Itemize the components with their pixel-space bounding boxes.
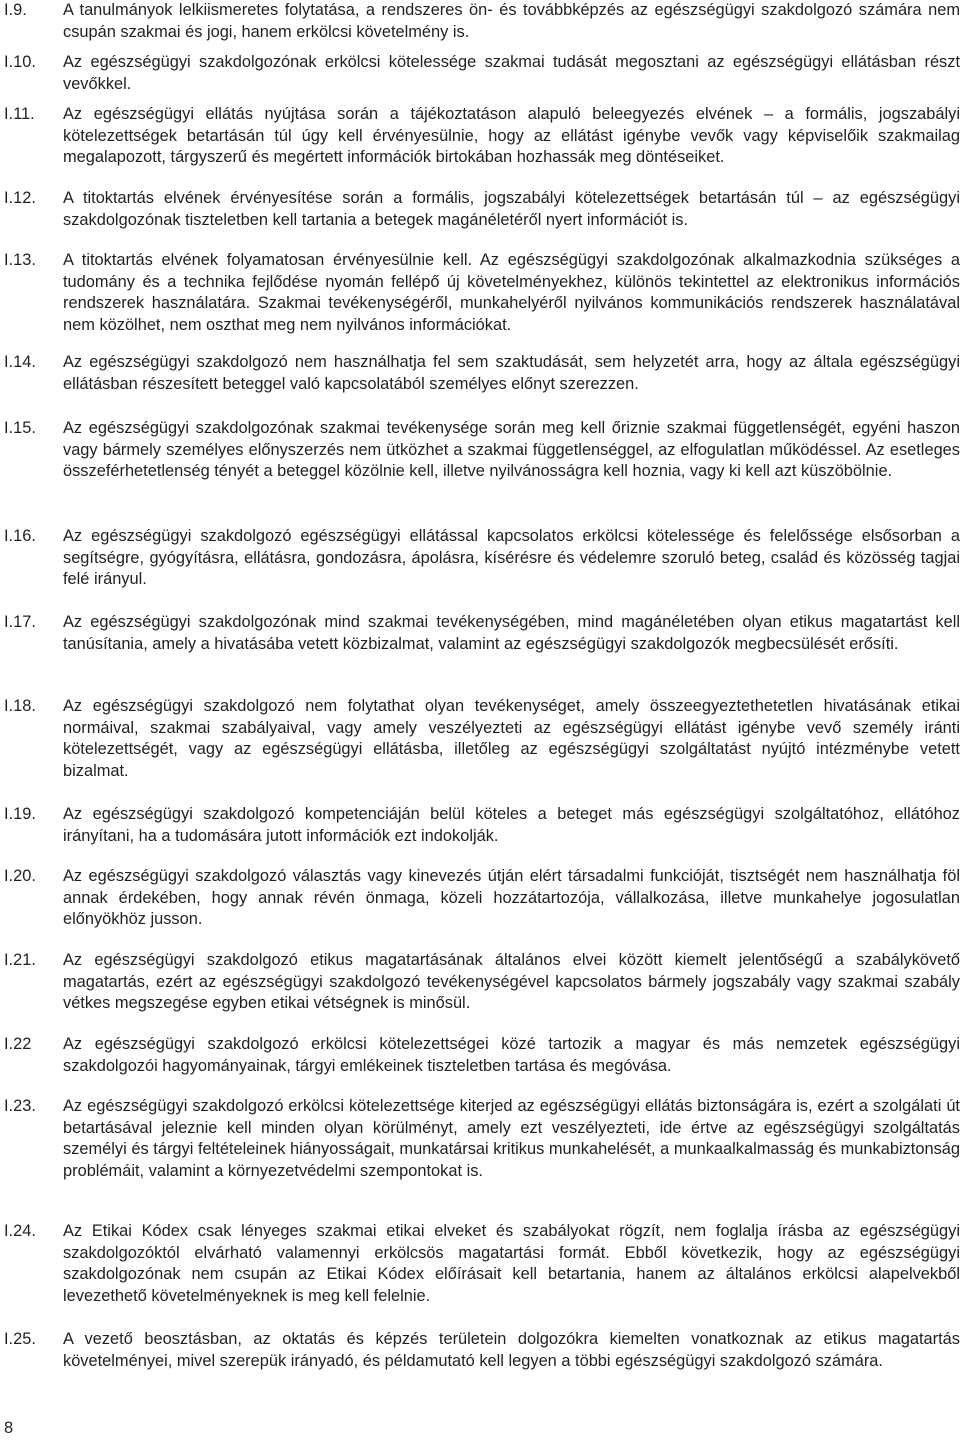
item-text: A vezető beosztásban, az oktatás és képzés területein dolgozókra kiemelten vonatkoznak az etikus magatartás követelményei, mivel szerepük irányadó, és példamutató kell legyen a többi egészségügyi szakdolgozó számára. — [63, 1330, 960, 1370]
list-item — [4, 612, 960, 655]
list-item — [4, 1221, 960, 1307]
item-text: Az Etikai Kódex csak lényeges szakmai etikai elveket és szabályokat rögzít, nem foglalja írásba az egészségügyi szakdolgozóktól elvárható valamennyi erkölcsös magatartási formát. Ebből következik, hogy az egészségügyi szakdolgozónak nem csupán az Etikai Kódex előírásait kell betartania, hanem az általános erkölcsi alapelvekből levezethető követelményeknek is meg kell felelnie. — [63, 1222, 960, 1305]
item-number: I.11. — [4, 105, 35, 123]
item-number: I.23. — [4, 1097, 36, 1115]
list-item — [4, 52, 960, 95]
list-item — [4, 0, 960, 43]
item-text: Az egészségügyi szakdolgozónak szakmai tevékenysége során meg kell őriznie szakmai függetlenségét, egyéni haszon vagy bármely személyes előnyszerzés nem ütközhet a szakmai függetlenséggel, az elfogulatlan működéssel. Az esetleges összeférhetetlenség tényét a beteggel közölnie kell, illetve nyilvánosságra kell hoznia, vagy ki kell azt küszöbölnie. — [63, 419, 960, 481]
item-text: Az egészségügyi szakdolgozó kompetenciáján belül köteles a beteget más egészségügyi szolgáltatóhoz, ellátóhoz irányítani, ha a tudomására jutott információk ezt indokolják. — [63, 805, 960, 845]
list-item — [4, 804, 960, 847]
item-text: Az egészségügyi szakdolgozó nem folytathat olyan tevékenységet, amely összeegyeztethetetlen hivatásának etikai normáival, szakmai szabályaival, vagy amely veszélyezteti az egészségügyi ellátást igénybe vevő személy iránti kötelezettségét, vagy az egészségügyi ellátásba, illetőleg az egészségügyi szolgáltatást nyújtó intézménybe vetett bizalmat. — [63, 697, 960, 780]
list-item — [4, 1329, 960, 1372]
item-number: I.14. — [4, 353, 36, 371]
item-number: I.25. — [4, 1330, 36, 1348]
list-item — [4, 188, 960, 231]
list-item — [4, 104, 960, 169]
item-text: A tanulmányok lelkiismeretes folytatása, a rendszeres ön- és továbbképzés az egészségügyi szakdolgozó számára nem csupán szakmai és jogi, hanem erkölcsi követelmény is. — [63, 1, 960, 41]
item-number: I.12. — [4, 189, 36, 207]
item-number: I.21. — [4, 951, 36, 969]
item-number: I.10. — [4, 53, 36, 71]
item-text: Az egészségügyi szakdolgozónak mind szakmai tevékenységében, mind magánéletében olyan etikus magatartást kell tanúsítania, amely a hivatásába vetett közbizalmat, valamint az egészségügyi szakdolgozók megbecsülését erősíti. — [63, 613, 960, 653]
item-number: I.9. — [4, 1, 27, 19]
item-text: Az egészségügyi szakdolgozónak erkölcsi kötelessége szakmai tudását megosztani az egészségügyi ellátásban részt vevőkkel. — [63, 53, 960, 93]
item-number: I.20. — [4, 867, 36, 885]
item-number: I.17. — [4, 613, 36, 631]
item-text: A titoktartás elvének folyamatosan érvényesülnie kell. Az egészségügyi szakdolgozónak alkalmazkodnia szükséges a tudomány és a technika fejlődése nyomán fellépő új követelményekhez, különös tekintettel az elektronikus információs rendszerek használatára. Szakmai tevékenységéről, munkahelyéről nyilvános kommunikációs rendszerek használatával nem közölhet, nem oszthat meg nem nyilvános információkat. — [63, 251, 960, 334]
list-item — [4, 250, 960, 336]
item-number: I.13. — [4, 251, 36, 269]
item-text: Az egészségügyi szakdolgozó etikus magatartásának általános elvei között kiemelt jelentőségű a szabálykövető magatartás, ezért az egészségügyi szakdolgozó tevékenységével kapcsolatos bármely jogszabály vagy szakmai szabály vétkes megszegése egyben etikai vétségnek is minősül. — [63, 951, 960, 1013]
item-number: I.18. — [4, 697, 36, 715]
item-number: I.22 — [4, 1035, 32, 1053]
item-text: Az egészségügyi szakdolgozó erkölcsi kötelezettsége kiterjed az egészségügyi ellátás biztonságára is, ezért a szolgálati út betartásával jeleznie kell minden olyan körülményt, amely ezt veszélyezteti, ide értve az egészségügyi szolgáltatás személyi és tárgyi feltételeinek hiányosságait, munkatársai kritikus munkahelését, a munkaalkalmasság és munkabiztonság problémáit, valamint a környezetvédelmi szempontokat is. — [63, 1097, 960, 1180]
list-item — [4, 950, 960, 1015]
list-item — [4, 1096, 960, 1182]
page-number: 8 — [4, 1419, 14, 1437]
item-number: I.24. — [4, 1222, 36, 1240]
item-number: I.15. — [4, 419, 36, 437]
item-text: Az egészségügyi ellátás nyújtása során a tájékoztatáson alapuló beleegyezés elvének – a formális, jogszabályi kötelezettségek betartásán túl úgy kell érvényesülnie, hogy az ellátást igénybe vevők vagy képviselőik szakmailag megalapozott, tárgyszerű és megértett információk birtokában hozhassák meg döntéseiket. — [63, 105, 960, 167]
item-text: Az egészségügyi szakdolgozó választás vagy kinevezés útján elért társadalmi funkcióját, tisztségét nem használhatja föl annak érdekében, hogy annak révén önmaga, közeli hozzátartozója, vállalkozása, illetve munkahelye jogosulatlan előnyökhöz jusson. — [63, 867, 960, 929]
item-number: I.19. — [4, 805, 36, 823]
item-text: Az egészségügyi szakdolgozó erkölcsi kötelezettségei közé tartozik a magyar és más nemzetek egészségügyi szakdolgozói hagyományainak, tárgyi emlékeinek tiszteletben tartása és megóvása. — [63, 1035, 960, 1075]
list-item — [4, 526, 960, 591]
list-item — [4, 866, 960, 931]
list-item — [4, 696, 960, 782]
item-text: A titoktartás elvének érvényesítése során a formális, jogszabályi kötelezettségek betartásán túl – az egészségügyi szakdolgozónak tiszteletben kell tartania a betegek magánéletéről nyert információt is. — [63, 189, 960, 229]
list-item — [4, 1034, 960, 1077]
item-text: Az egészségügyi szakdolgozó nem használhatja fel sem szaktudását, sem helyzetét arra, hogy az általa egészségügyi ellátásban részesített beteggel való kapcsolatából személyes előnyt szerezzen. — [63, 353, 960, 393]
item-text: Az egészségügyi szakdolgozó egészségügyi ellátással kapcsolatos erkölcsi kötelessége és felelőssége elsősorban a segítségre, gyógyításra, ellátásra, gondozásra, ápolásra, kísérésre és védelemre szoruló beteg, család és közösség tagjai felé irányul. — [63, 527, 960, 589]
list-item — [4, 418, 960, 483]
item-number: I.16. — [4, 527, 36, 545]
list-item — [4, 352, 960, 395]
